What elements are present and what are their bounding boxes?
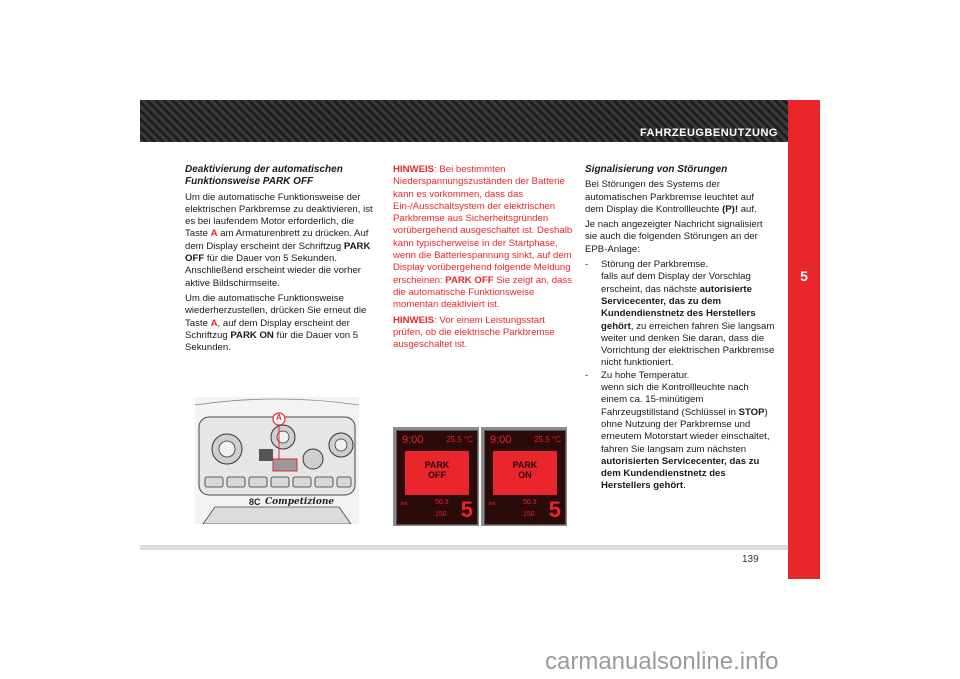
display-park-off <box>393 427 479 526</box>
display-temperature: 25.5 °C <box>534 435 561 444</box>
display-odometer: 50.3 <box>523 499 537 506</box>
chapter-number: 5 <box>800 268 808 284</box>
paragraph-faults-intro: Je nach angezeigter Nachricht signalisiert sie auch die folgenden Störungen an der EPB-Anlage: <box>585 219 763 255</box>
footer-rule <box>140 545 788 550</box>
display-message: PARK OFF <box>405 451 469 495</box>
note-launch: HINWEIS: Vor einem Leistungsstart prüfen, ob die elektrische Parkbremse ausgeschaltet ist. <box>393 314 555 351</box>
display-gear: 5 <box>460 497 473 522</box>
display-trip: 150 <box>523 511 535 518</box>
display-trip: 150 <box>435 511 447 518</box>
display-screen <box>484 430 566 525</box>
list-item: - Zu hohe Temperatur. wenn sich die Kontrollleuchte nach einem ca. 15-minütigem Fahrzeugstillstand (Schlüssel in STOP) ohne Nutzung der Parkbremse und erneutem Motorstart wieder einschaltet, fahren Sie langsam zum nächsten autorisierten Servicecenter, das zu dem Kundendienstnetz des Herstellers gehört. <box>585 369 770 492</box>
badge-competizione: Competizione <box>265 497 335 507</box>
dashboard-illustration <box>195 397 359 524</box>
display-time: 9:00 <box>402 434 424 446</box>
section-heading-park-off: Deaktivierung der automatischen Funktionsweise PARK OFF <box>185 164 343 188</box>
paragraph-deactivate: Um die automatische Funktionsweise der elektrischen Parkbremse zu deaktivieren, ist es bei laufendem Motor erforderlich, die Taste A am Armaturenbrett zu drücken. Auf dem Display erscheint der Schriftzug PARK OFF für die Dauer von 5 Sekunden. Anschließend erscheint wieder die vorher aktive Bildschirmseite. <box>185 191 373 289</box>
section-heading-faults: Signalisierung von Störungen <box>585 164 728 175</box>
parking-brake-warning-icon: (P)! <box>722 203 739 215</box>
header-title: FAHRZEUGBENUTZUNG <box>639 127 778 139</box>
column-hinweis <box>393 164 573 354</box>
display-gear: 5 <box>548 497 561 522</box>
display-temperature: 25.5 °C <box>446 435 473 444</box>
display-message: PARK ON <box>493 451 557 495</box>
page-number: 139 <box>742 554 759 565</box>
column-faults <box>585 164 775 496</box>
display-screen <box>396 430 478 525</box>
paragraph-reactivate: Um die automatische Funktionsweise wiederherzustellen, drücken Sie erneut die Taste A, auf dem Display erscheint der Schriftzug PARK ON für die Dauer von 5 Sekunden. <box>185 292 367 354</box>
watermark: carmanualsonline.info <box>545 648 779 675</box>
display-unit: km <box>489 501 496 507</box>
key-a-ref: A <box>210 317 218 329</box>
display-park-on <box>481 427 567 526</box>
column-park-off <box>185 164 377 357</box>
paragraph-warning-light: Bei Störungen des Systems der automatischen Parkbremse leuchtet auf dem Display die Kontrollleuchte (P)! auf. <box>585 179 757 215</box>
display-unit: km <box>401 501 408 507</box>
badge-8c: 8C <box>249 497 261 507</box>
list-item: - Störung der Parkbremse. falls auf dem Display der Vorschlag erscheint, das nächste autorisierte Servicecenter, das zu dem Kundendienstnetz des Herstellers gehört, zu erreichen fahren Sie langsam weiter und denken Sie daran, dass die Vorrichtung der elektrischen Parkbremse nicht funktioniert. <box>585 259 775 369</box>
chapter-tab <box>788 100 820 579</box>
header-band <box>140 100 788 142</box>
key-a-ref: A <box>210 228 218 240</box>
callout-a: A <box>276 413 282 422</box>
display-odometer: 50.3 <box>435 499 449 506</box>
note-battery: HINWEIS: Bei bestimmten Niederspannungszuständen der Batterie kann es vorkommen, dass das Ein-/Ausschaltsystem der elektrischen Parkbremse aus Sicherheitsgründen vorübergehend ausgeschaltet ist. Deshalb kann typischerweise in der Startphase, wenn die Batteriespannung sinkt, auf dem Display vorübergehend folgende Meldung erscheinen: PARK OFF Sie zeigt an, dass die automatische Funktionsweise momentan deaktiviert ist. <box>393 164 573 311</box>
display-time: 9:00 <box>490 434 512 446</box>
